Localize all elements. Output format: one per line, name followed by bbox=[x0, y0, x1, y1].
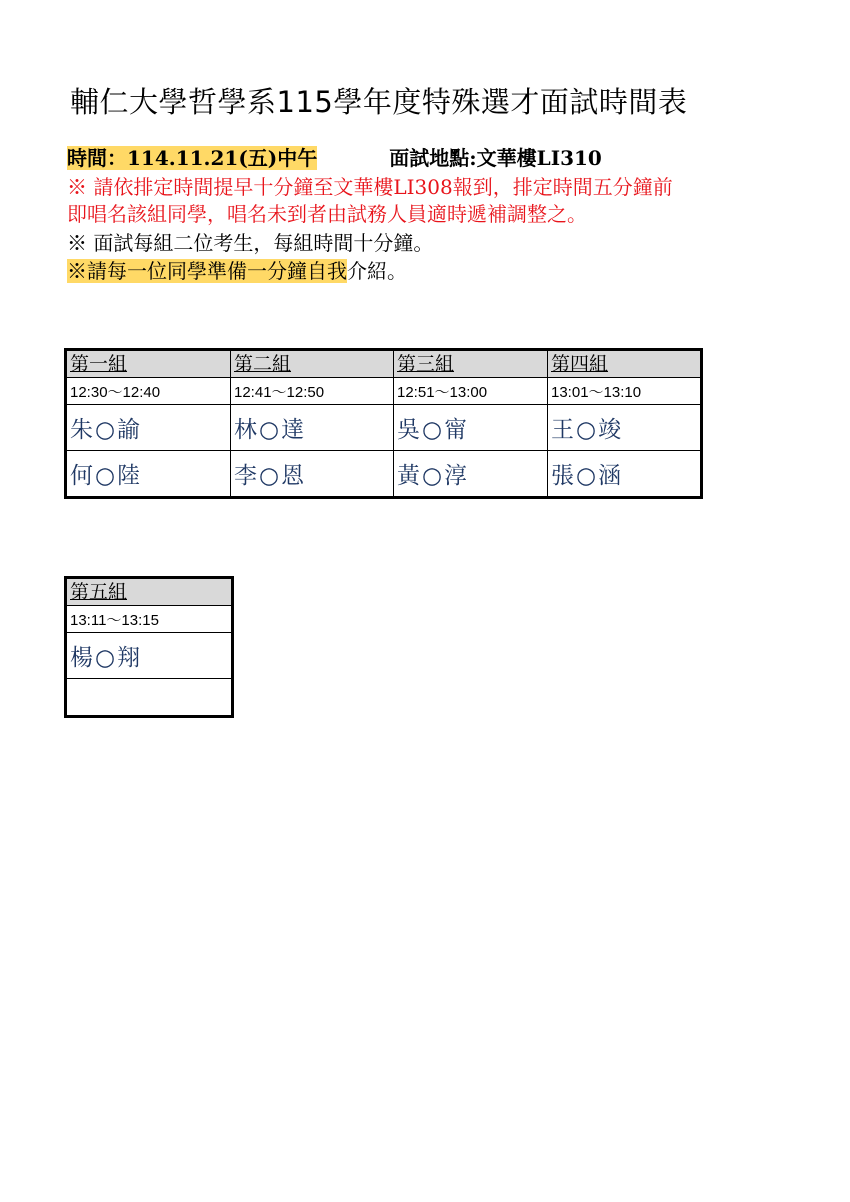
candidate-name: 張○涵 bbox=[548, 451, 702, 498]
group-time: 13:01～13:10 bbox=[548, 378, 702, 405]
group-time: 13:11～13:15 bbox=[66, 606, 233, 633]
group-time: 12:51～13:00 bbox=[394, 378, 548, 405]
group-label: 第五組 bbox=[66, 578, 233, 606]
group5-table bbox=[64, 576, 234, 718]
candidate-name: 李○恩 bbox=[231, 451, 394, 498]
candidate-name: 楊○翔 bbox=[66, 633, 233, 679]
table-header-row bbox=[66, 350, 702, 378]
notice-self-intro bbox=[67, 258, 407, 284]
candidate-name: 朱○諭 bbox=[66, 405, 231, 451]
candidate-name bbox=[66, 679, 233, 717]
group-label: 第二組 bbox=[231, 350, 394, 378]
group-time: 12:41～12:50 bbox=[231, 378, 394, 405]
candidate-name: 林○達 bbox=[231, 405, 394, 451]
table-row bbox=[66, 451, 702, 498]
group-label: 第三組 bbox=[394, 350, 548, 378]
table-row bbox=[66, 633, 233, 679]
table-row bbox=[66, 679, 233, 717]
candidate-name: 吳○甯 bbox=[394, 405, 548, 451]
table-row bbox=[66, 405, 702, 451]
candidate-name: 黃○淳 bbox=[394, 451, 548, 498]
group-time: 12:30～12:40 bbox=[66, 378, 231, 405]
notice-self-intro-rest: 介紹。 bbox=[347, 259, 407, 283]
notice-group-size: ※ 面試每組二位考生，每組時間十分鐘。 bbox=[67, 231, 434, 255]
group-label: 第一組 bbox=[66, 350, 231, 378]
candidate-name: 何○陸 bbox=[66, 451, 231, 498]
notice-checkin-2: 即唱名該組同學，唱名未到者由試務人員適時遞補調整之。 bbox=[67, 202, 587, 226]
interview-time: 時間：114.11.21(五)中午 bbox=[67, 146, 318, 170]
candidate-name: 王○竣 bbox=[548, 405, 702, 451]
page-title: 輔仁大學哲學系115學年度特殊選才面試時間表 bbox=[70, 85, 688, 119]
table-header-row bbox=[66, 578, 233, 606]
table-time-row bbox=[66, 378, 702, 405]
group-label: 第四組 bbox=[548, 350, 702, 378]
interview-location: 面試地點:文華樓LI310 bbox=[389, 146, 602, 170]
notice-checkin-1: ※ 請依排定時間提早十分鐘至文華樓LI308報到，排定時間五分鐘前 bbox=[67, 175, 673, 199]
table-time-row bbox=[66, 606, 233, 633]
notice-self-intro-highlight: ※請每一位同學準備一分鐘自我 bbox=[67, 259, 347, 283]
schedule-info-line bbox=[67, 145, 602, 171]
groups-table bbox=[64, 348, 703, 499]
